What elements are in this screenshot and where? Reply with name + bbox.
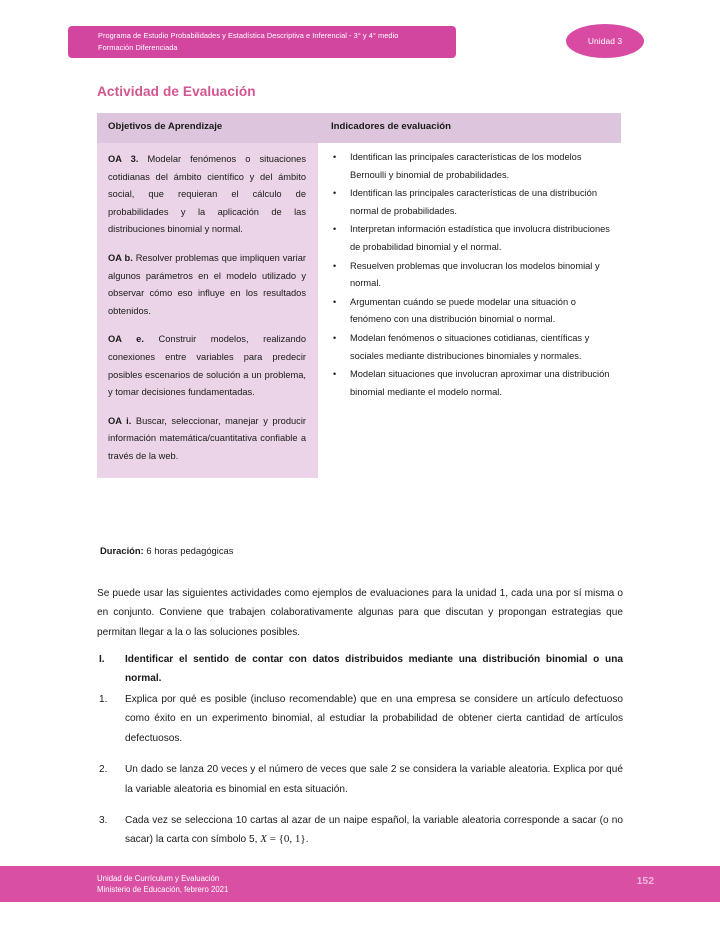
objetivo-text: Construir modelos, realizando conexiones entre variables para predecir posibles escenarios de solución a un problema, y tomar decisiones fundamentadas.: [108, 334, 306, 398]
item-text-before: Cada vez se selecciona 10 cartas al azar de un naipe español, la variable aleatoria corresponde a sacar (o no sacar) la carta con símbolo 5,: [125, 815, 623, 846]
duration-label: Duración:: [100, 545, 144, 556]
math-set: {0, 1}: [278, 833, 306, 846]
header-title-line-1: Programa de Estudio Probabilidades y Estadística Descriptiva e Inferencial - 3° y 4° medio: [98, 31, 399, 40]
duration-line: [100, 543, 233, 558]
item-marker: 2.: [99, 764, 108, 776]
objetivo-code: OA 3.: [108, 154, 139, 164]
objetivo-paragraph: [108, 413, 306, 466]
indicador-text: Modelan situaciones que involucran aproximar una distribución binomial mediante el modelo normal.: [350, 369, 610, 397]
list-item: [324, 366, 615, 401]
header-title-line-2: Formación Diferenciada: [98, 42, 178, 52]
numbered-list: [97, 690, 623, 862]
roman-list-item: [97, 650, 623, 689]
duration-value: 6 horas pedagógicas: [146, 545, 234, 556]
objetivo-paragraph: [108, 151, 306, 239]
math-variable: X: [260, 833, 267, 846]
bullet-icon: •: [333, 188, 337, 199]
header-title-block: [98, 30, 448, 53]
unit-badge-label: Unidad 3: [587, 36, 623, 46]
indicador-text: Resuelven problemas que involucran los modelos binomial y normal.: [350, 260, 600, 289]
table-body-row: [97, 143, 621, 478]
indicador-text: Interpretan información estadística que involucra distribuciones de probabilidad binomial y el normal.: [350, 224, 610, 252]
footer-text-block: [97, 873, 228, 896]
item-text-after: .: [305, 834, 309, 846]
header-band: [68, 26, 456, 58]
list-item: [324, 330, 615, 365]
objetivo-code: OA i.: [108, 415, 132, 426]
objetivo-text: Resolver problemas que impliquen variar algunos parámetros en el modelo utilizado y observar cómo eso influye en los resultados obtenidos.: [108, 252, 306, 316]
bullet-icon: •: [333, 260, 337, 271]
list-item: [324, 258, 615, 293]
column-header-objetivos: Objetivos de Aprendizaje: [108, 121, 223, 132]
table-header-row: [97, 113, 621, 143]
indicador-text: Argumentan cuándo se puede modelar una situación o fenómeno con una distribución binomial o normal.: [350, 296, 576, 325]
bullet-icon: •: [333, 369, 337, 380]
objetivos-cell: [97, 143, 318, 478]
item-marker: 1.: [99, 694, 108, 705]
list-item: [324, 221, 615, 256]
list-item: [97, 760, 623, 799]
objetivo-paragraph: [108, 331, 306, 401]
bullet-icon: •: [333, 332, 337, 343]
footer-line-2: Ministerio de Educación, febrero 2021: [97, 885, 229, 895]
objetivo-code: OA b.: [108, 252, 133, 263]
page-number: 152: [636, 876, 654, 887]
bullet-icon: •: [333, 224, 337, 235]
item-marker: 3.: [99, 815, 108, 827]
indicador-text: Identifican las principales características de los modelos Bernoulli y binomial de probabilidades.: [350, 152, 582, 180]
list-item: [97, 690, 623, 748]
bullet-icon: •: [333, 296, 337, 307]
objetivo-text: Modelar fenómenos o situaciones cotidianas del ámbito científico y del ámbito social, que requieran el cálculo de probabilidades y la aplicación de las distribuciones binomial y normal.: [108, 154, 306, 235]
footer-line-1: Unidad de Currículum y Evaluación: [97, 874, 220, 883]
item-text: Explica por qué es posible (incluso recomendable) que en una empresa se considere un artículo defectuoso como éxito en un experimento binomial, al estudiar la probabilidad de obtener cierta cantidad de artículos defectuosos.: [125, 694, 623, 744]
intro-paragraph: Se puede usar las siguientes actividades como ejemplos de evaluaciones para la unidad 1, cada una por sí misma o en conjunto. Conviene que trabajen colaborativamente algunas para que discutan y propongan estrategias que permitan llegar a la o las soluciones posibles.: [97, 588, 623, 638]
objetivos-indicadores-table: [97, 113, 621, 478]
indicador-text: Identifican las principales características de una distribución normal de probabilidades.: [350, 188, 598, 216]
list-item: [324, 185, 615, 220]
roman-item-text: Identificar el sentido de contar con datos distribuidos mediante una distribución binomial o una normal.: [125, 654, 623, 685]
page-title: Actividad de Evaluación: [97, 84, 256, 99]
unit-badge: [566, 24, 644, 58]
objetivo-text: Buscar, seleccionar, manejar y producir información matemática/cuantitativa confiable a través de la web.: [108, 415, 306, 461]
list-item: [324, 294, 615, 329]
list-item: [97, 811, 623, 850]
indicadores-list: [324, 149, 615, 401]
bullet-icon: •: [333, 152, 337, 162]
math-equals: =: [266, 833, 279, 846]
roman-marker: I.: [99, 654, 105, 665]
item-text: Un dado se lanza 20 veces y el número de veces que sale 2 se considera la variable aleatoria. Explica por qué la variable aleatoria es binomial en esta situación.: [125, 764, 623, 795]
objetivo-code: OA e.: [108, 334, 144, 345]
indicadores-cell: [318, 143, 621, 478]
list-item: [324, 149, 615, 184]
indicador-text: Modelan fenómenos o situaciones cotidianas, científicas y sociales mediante distribuciones binomiales y normales.: [350, 332, 590, 361]
footer-band: [0, 866, 720, 902]
column-header-indicadores: Indicadores de evaluación: [331, 121, 451, 132]
objetivo-paragraph: [108, 250, 306, 320]
